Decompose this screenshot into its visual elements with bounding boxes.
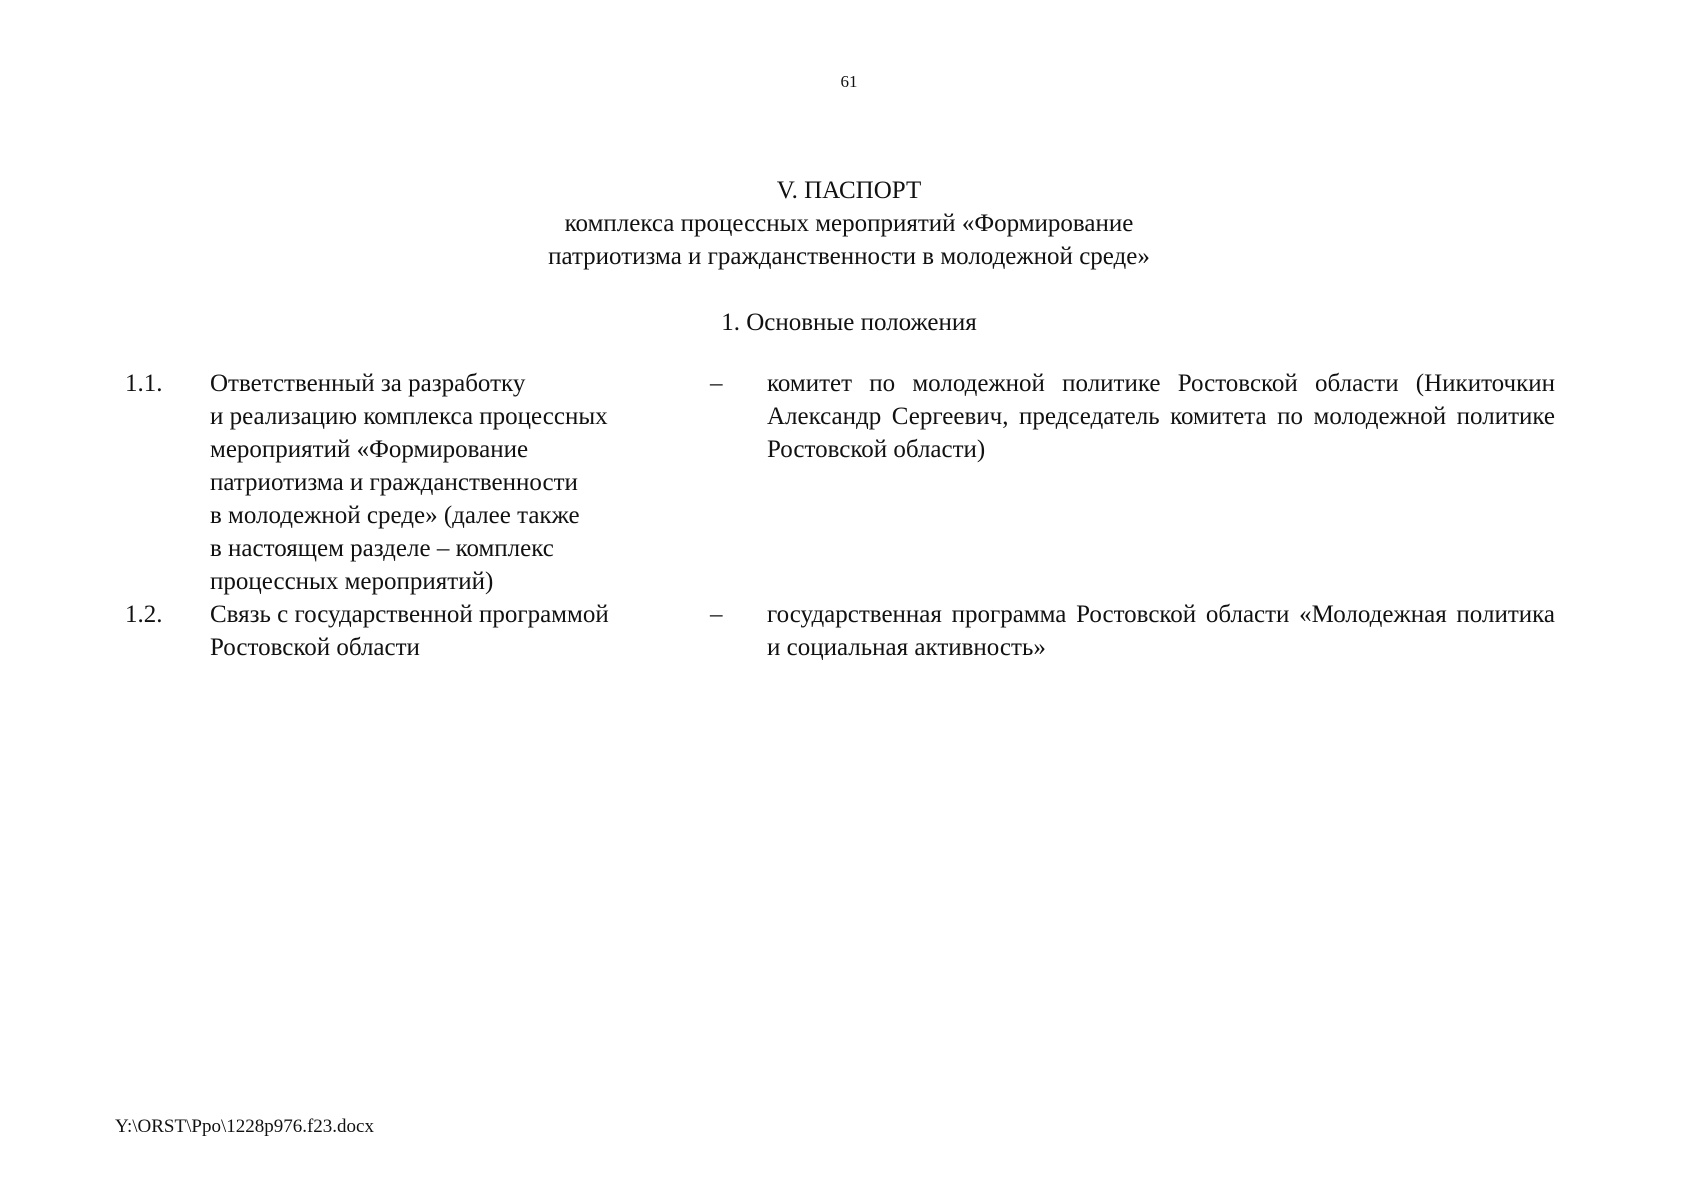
footer-file-path: Y:\ORST\Ppo\1228p976.f23.docx <box>115 1116 374 1137</box>
provisions-table <box>125 367 1580 664</box>
provision-value: комитет по молодежной политике Ростовской области (Никиточкин Александр Сергеевич, председатель комитета по молодежной политике Ростовской области) <box>767 370 1555 463</box>
provision-label: Ответственный за разработку и реализацию комплекса процессных мероприятий «Формирование патриотизма и гражданственности в молодежной среде» (далее также в настоящем разделе – комплекс процессных мероприятий) <box>210 370 608 595</box>
provision-number: 1.1. <box>125 370 163 397</box>
provision-row <box>125 598 1580 664</box>
heading-subtitle-line-1: комплекса процессных мероприятий «Формирование <box>564 210 1134 237</box>
provision-label: Связь с государственной программой Ростовской области <box>210 601 609 661</box>
provision-dash: – <box>710 370 723 397</box>
provision-row <box>125 367 1580 598</box>
page-number: 61 <box>840 72 858 91</box>
provision-value: государственная программа Ростовской области «Молодежная политика и социальная активность» <box>767 601 1555 661</box>
document-heading <box>0 174 1698 273</box>
heading-subtitle-line-2: патриотизма и гражданственности в молодежной среде» <box>548 243 1150 270</box>
heading-title: V. ПАСПОРТ <box>776 177 922 204</box>
section-title: 1. Основные положения <box>721 309 977 336</box>
provision-dash: – <box>710 601 723 628</box>
provision-number: 1.2. <box>125 601 163 628</box>
